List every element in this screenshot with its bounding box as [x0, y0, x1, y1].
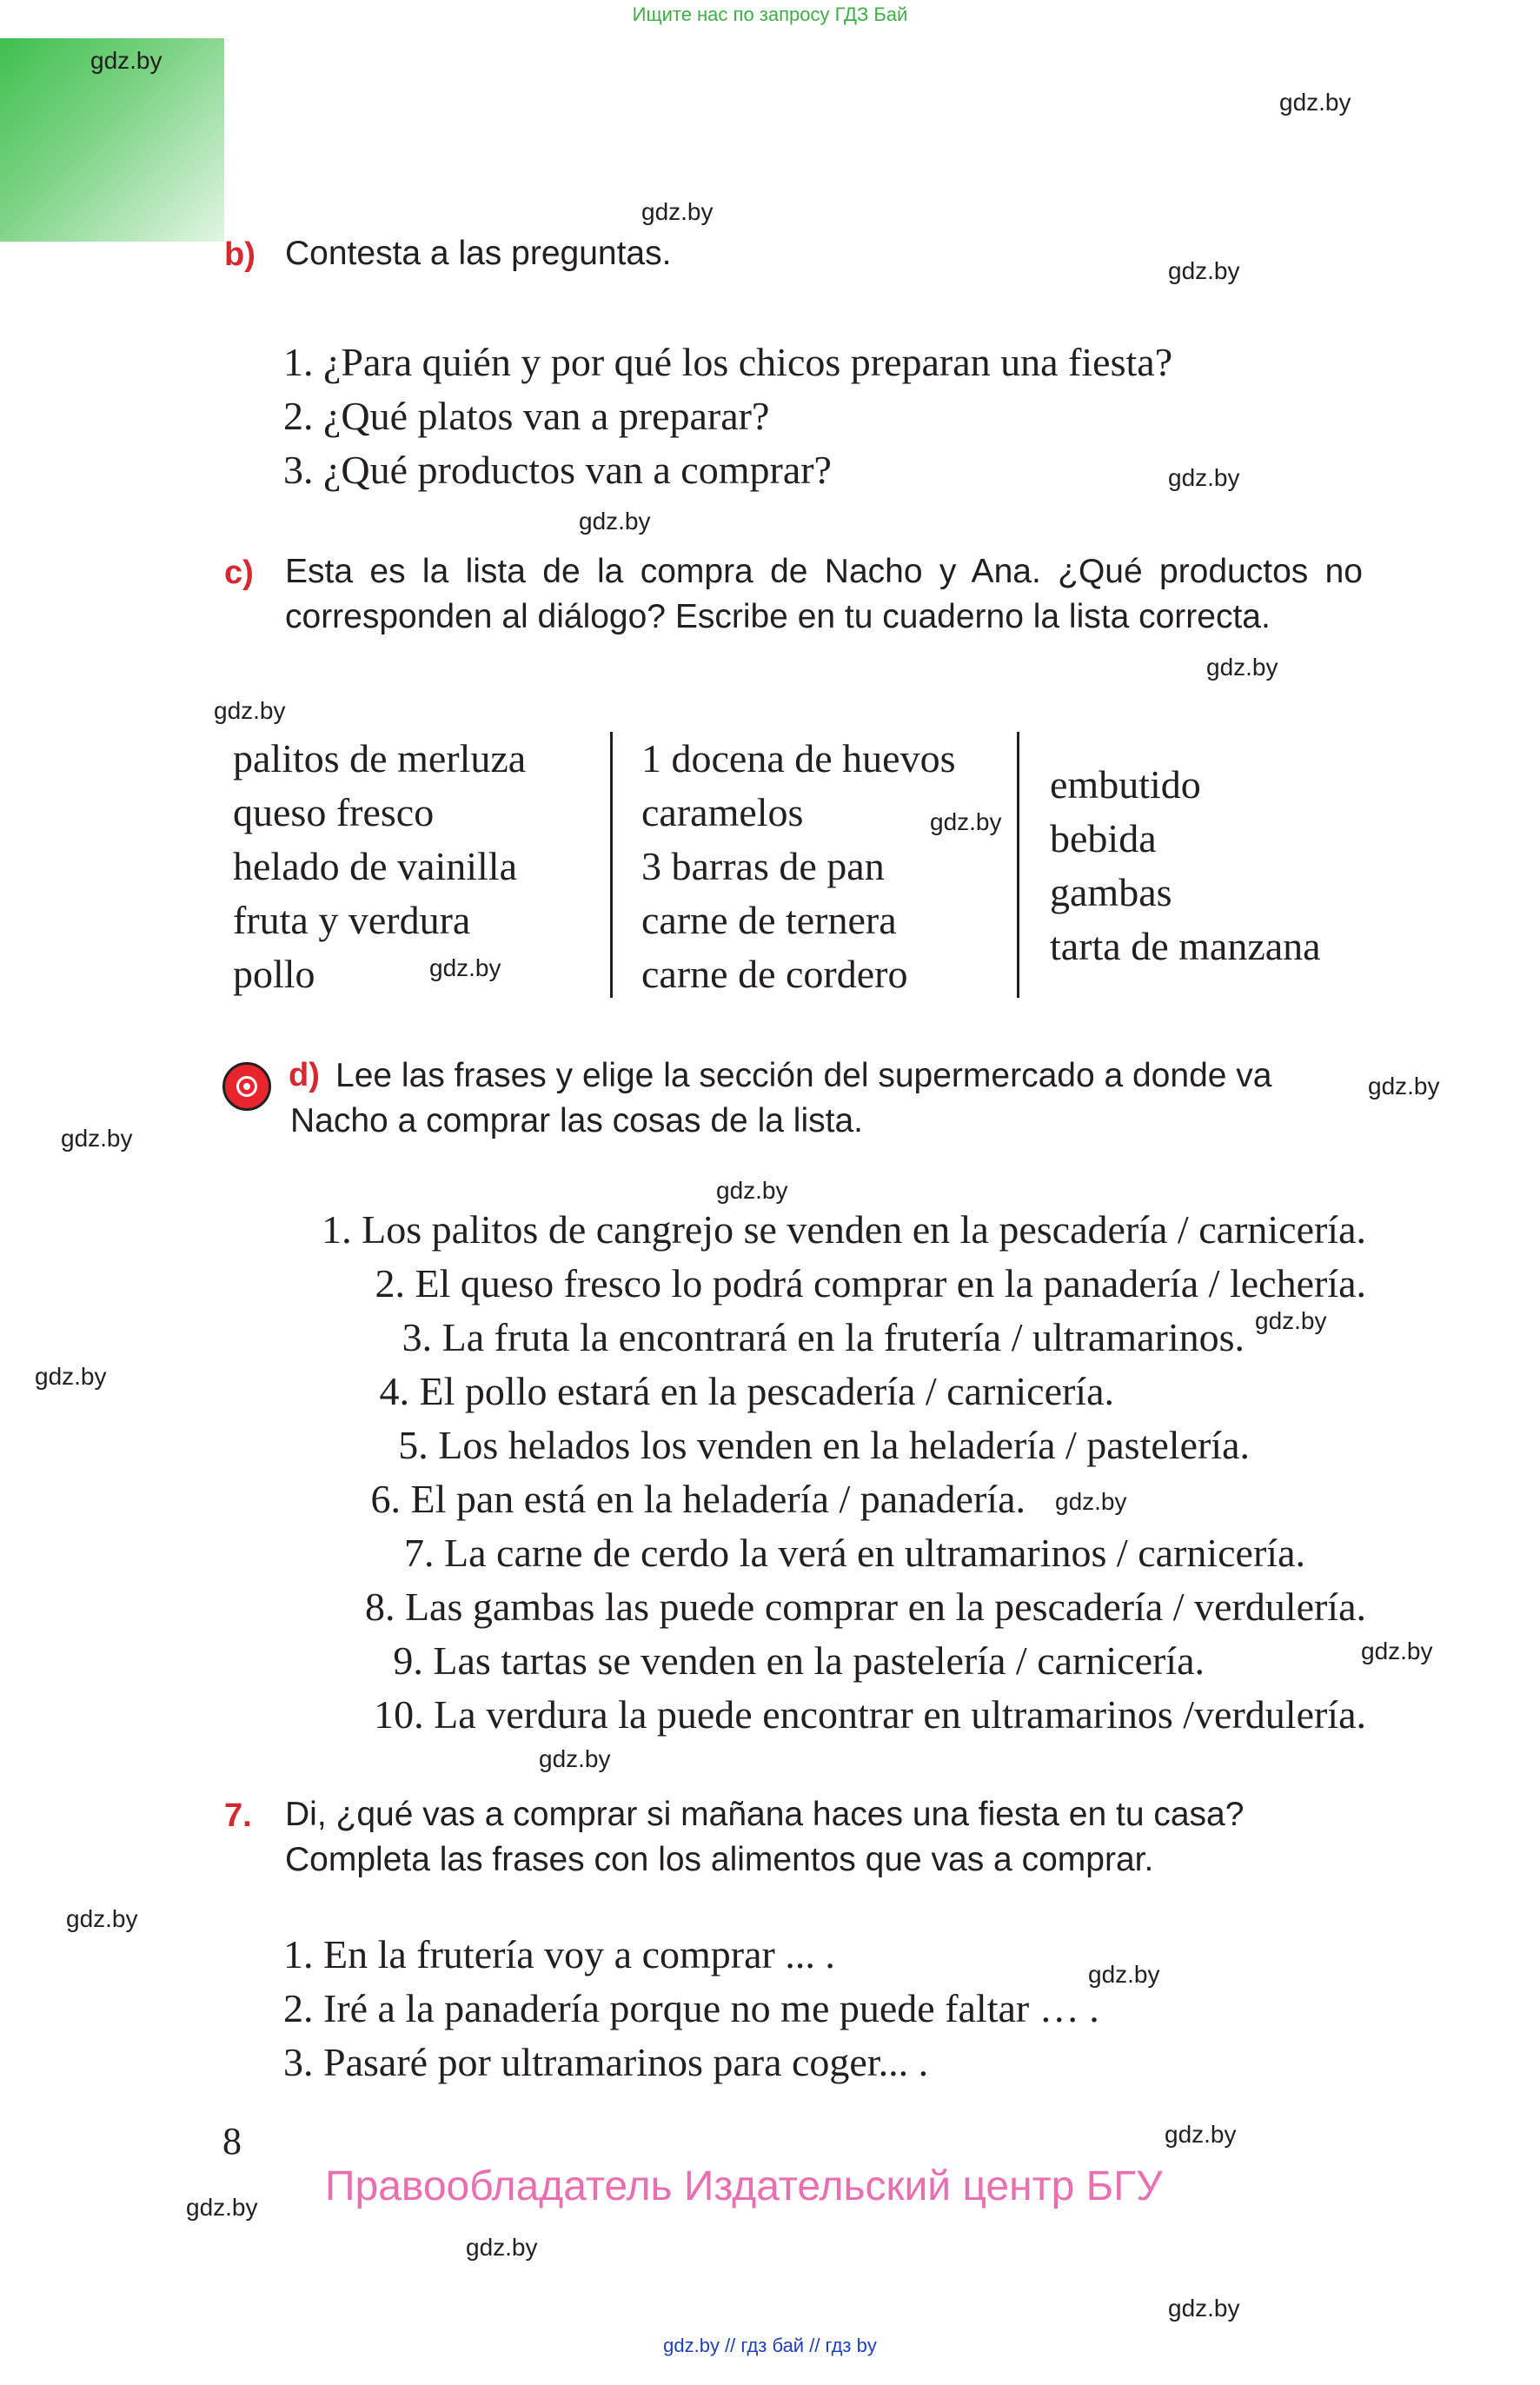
list-item: 4. El pollo estará en la pescadería / carnicería. — [379, 1369, 1114, 1413]
watermark: gdz.by — [1088, 1961, 1160, 1988]
list-item: palitos de merluza — [233, 736, 527, 781]
list-item: 1. En la frutería voy a comprar ... . — [283, 1932, 835, 1976]
watermark: gdz.by — [66, 1905, 138, 1932]
section-b-questions — [283, 335, 1396, 497]
watermark: gdz.by — [1255, 1307, 1327, 1334]
list-item: tarta de manzana — [1050, 924, 1321, 968]
watermark: gdz.by — [61, 1125, 133, 1152]
list-item: carne de ternera — [641, 898, 897, 942]
watermark: gdz.by — [1055, 1488, 1127, 1515]
audio-icon[interactable] — [222, 1062, 271, 1111]
audio-dot — [243, 1083, 250, 1090]
watermark: gdz.by — [214, 697, 286, 724]
shopping-list-column-2 — [641, 732, 1006, 1001]
list-item: embutido — [1050, 762, 1201, 807]
list-item: 6. El pan está en la heladería / panadería. — [370, 1477, 1026, 1521]
watermark: gdz.by — [1168, 257, 1240, 284]
list-item: 2. ¿Qué platos van a preparar? — [283, 394, 770, 438]
section-c-instruction: Esta es la lista de la compra de Nacho y Ana. ¿Qué productos no corresponden al diálogo? Escribe en tu cuaderno la lista correcta. — [285, 553, 1363, 635]
list-item: 1 docena de huevos — [641, 736, 956, 781]
watermark: gdz.by — [1279, 89, 1351, 116]
section-c-label: c) — [224, 555, 254, 591]
watermark: gdz.by — [186, 2194, 258, 2221]
list-item: pollo — [233, 952, 315, 996]
watermark: gdz.by — [1168, 2295, 1240, 2322]
section-d-sentences — [252, 1203, 1366, 1742]
exercise-7-number: 7. — [224, 1797, 252, 1834]
page-number: 8 — [222, 2120, 242, 2162]
watermark: gdz.by — [1165, 2121, 1237, 2148]
watermark: gdz.by — [90, 47, 163, 74]
list-item: gambas — [1050, 870, 1172, 914]
list-item: 3 barras de pan — [641, 844, 885, 888]
list-item: 9. Las tartas se venden en la pastelería / carnicería. — [393, 1638, 1205, 1683]
list-item: carne de cordero — [641, 952, 908, 996]
list-item: 3. ¿Qué productos van a comprar? — [283, 448, 832, 492]
audio-ring — [236, 1076, 257, 1097]
list-item: 7. La carne de cerdo la verá en ultramarinos / carnicería. — [404, 1531, 1305, 1575]
section-d-instruction: Lee las frases y elige la sección del supermercado a donde va Nacho a comprar las cosas de la lista. — [290, 1057, 1272, 1139]
watermark: gdz.by — [1168, 464, 1240, 491]
watermark: gdz.by — [1206, 654, 1278, 681]
list-item: caramelos — [641, 790, 804, 834]
watermark: gdz.by — [1368, 1073, 1440, 1099]
list-item: 2. Iré a la panadería porque no me puede faltar … . — [283, 1986, 1099, 2030]
watermark: gdz.by — [930, 808, 1002, 835]
watermark: gdz.by — [429, 954, 501, 981]
watermark: gdz.by — [579, 508, 651, 535]
section-d-label: d) — [289, 1057, 320, 1093]
section-b-instruction: Contesta a las preguntas. — [285, 235, 672, 272]
list-item: 10. La verdura la puede encontrar en ultramarinos /verdulería. — [374, 1692, 1366, 1737]
list-item: 8. Las gambas las puede comprar en la pescadería / verdulería. — [364, 1584, 1366, 1629]
watermark: gdz.by — [466, 2234, 538, 2261]
watermark: gdz.by — [641, 198, 714, 225]
list-item: helado de vainilla — [233, 844, 517, 888]
watermark: gdz.by — [539, 1745, 611, 1772]
watermark: gdz.by — [1361, 1638, 1433, 1664]
top-banner[interactable]: Ищите нас по запросу ГДЗ Бай — [632, 3, 908, 25]
list-item: 1. ¿Para quién y por qué los chicos preparan una fiesta? — [283, 340, 1173, 384]
list-item: queso fresco — [233, 790, 435, 834]
list-item: 3. La fruta la encontrará en la frutería / ultramarinos. — [402, 1315, 1245, 1359]
column-divider — [610, 732, 613, 998]
exercise-7-instruction: Di, ¿qué vas a comprar si mañana haces una fiesta en tu casa? Completa las frases con los alimentos que vas a comprar. — [285, 1796, 1245, 1878]
list-item: fruta y verdura — [233, 898, 471, 942]
list-item: 1. Los palitos de cangrejo se venden en la pescadería / carnicería. — [322, 1207, 1366, 1252]
bottom-banner[interactable]: gdz.by // гдз бай // гдз by — [663, 2335, 877, 2356]
list-item: 2. El queso fresco lo podrá comprar en la panadería / lechería. — [375, 1261, 1366, 1305]
exercise-7-sentences — [283, 1928, 1396, 2089]
shopping-list-column-3 — [1050, 758, 1415, 973]
watermark: gdz.by — [716, 1177, 788, 1204]
section-b-label: b) — [224, 236, 256, 273]
copyright-notice: Правообладатель Издательский центр БГУ — [325, 2163, 1163, 2209]
column-divider — [1017, 732, 1019, 998]
shopping-list-column-1 — [233, 732, 607, 1001]
list-item: bebida — [1050, 816, 1157, 860]
watermark: gdz.by — [35, 1363, 107, 1390]
list-item: 3. Pasaré por ultramarinos para coger... . — [283, 2040, 929, 2084]
list-item: 5. Los helados los venden en la heladería / pastelería. — [398, 1423, 1250, 1467]
